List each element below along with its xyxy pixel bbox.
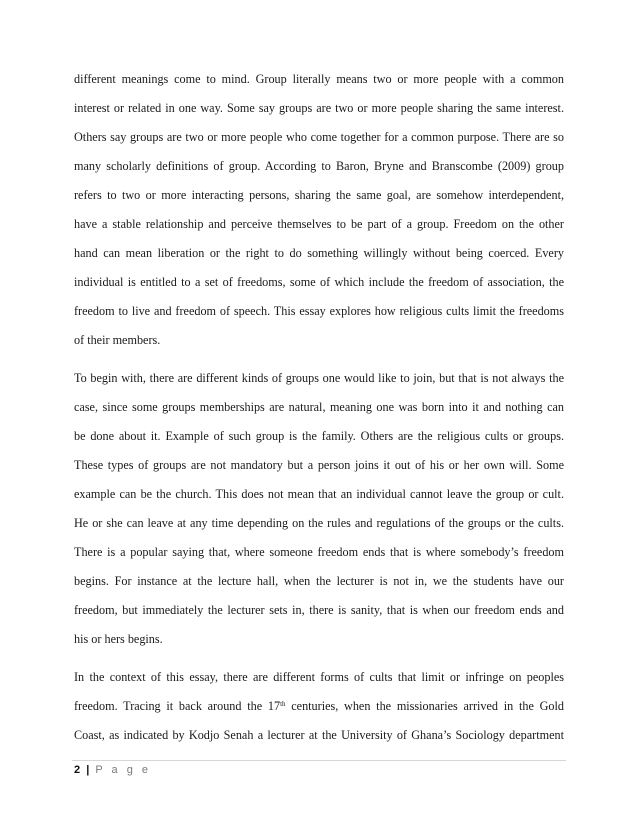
text-run: freedom. Tracing it back around the 17 <box>74 699 281 713</box>
text-line: interest or related in one way. Some say groups are two or more people sharing the same interest. <box>74 101 564 115</box>
text-line: his or hers begins. <box>74 632 163 646</box>
text-line: These types of groups are not mandatory but a person joins it out of his or her own will. Some <box>74 458 564 472</box>
paragraph-groups <box>74 371 564 647</box>
text-line: There is a popular saying that, where someone freedom ends that is where somebody’s freedom <box>74 545 564 559</box>
text-line: freedom to live and freedom of speech. This essay explores how religious cults limit the freedoms <box>74 304 564 318</box>
text-line: individual is entitled to a set of freedoms, some of which include the freedom of association, the <box>74 275 564 289</box>
ordinal-suffix: th <box>280 700 286 708</box>
page-number: 2 <box>74 764 81 776</box>
text-line: He or she can leave at any time depending on the rules and regulations of the groups or the cults. <box>74 516 564 530</box>
text-line: case, since some groups memberships are natural, meaning one was born into it and nothing can <box>74 400 564 414</box>
text-line: hand can mean liberation or the right to do something willingly without being coerced. Every <box>74 246 564 260</box>
footer-separator: | <box>86 764 90 776</box>
text-line: Others say groups are two or more people who come together for a common purpose. There are so <box>74 130 564 144</box>
text-line: different meanings come to mind. Group literally means two or more people with a common <box>74 72 564 86</box>
text-line: begins. For instance at the lecture hall, when the lecturer is not in, we the students have our <box>74 574 564 588</box>
text-line: freedom, but immediately the lecturer sets in, there is sanity, that is when our freedom ends and <box>74 603 564 617</box>
text-run: centuries, when the missionaries arrived in the Gold <box>285 699 564 713</box>
text-line: many scholarly definitions of group. According to Baron, Bryne and Branscombe (2009) group <box>74 159 564 173</box>
text-line: To begin with, there are different kinds of groups one would like to join, but that is not always the <box>74 371 564 385</box>
footer-divider <box>72 760 566 761</box>
page-footer <box>74 764 151 776</box>
text-line: In the context of this essay, there are different forms of cults that limit or infringe on peoples <box>74 670 564 684</box>
text-line: Coast, as indicated by Kodjo Senah a lecturer at the University of Ghana’s Sociology department <box>74 728 564 742</box>
text-line: have a stable relationship and perceive themselves to be part of a group. Freedom on the other <box>74 217 564 231</box>
text-line: of their members. <box>74 333 161 347</box>
text-line: be done about it. Example of such group is the family. Others are the religious cults or groups. <box>74 429 564 443</box>
text-line <box>74 699 564 714</box>
text-line: example can be the church. This does not mean that an individual cannot leave the group or cult. <box>74 487 564 501</box>
paragraph-context <box>74 670 564 743</box>
page-label: P a g e <box>95 764 151 776</box>
paragraph-intro <box>74 72 564 348</box>
text-line: refers to two or more interacting persons, sharing the same goal, are somehow interdependent, <box>74 188 564 202</box>
